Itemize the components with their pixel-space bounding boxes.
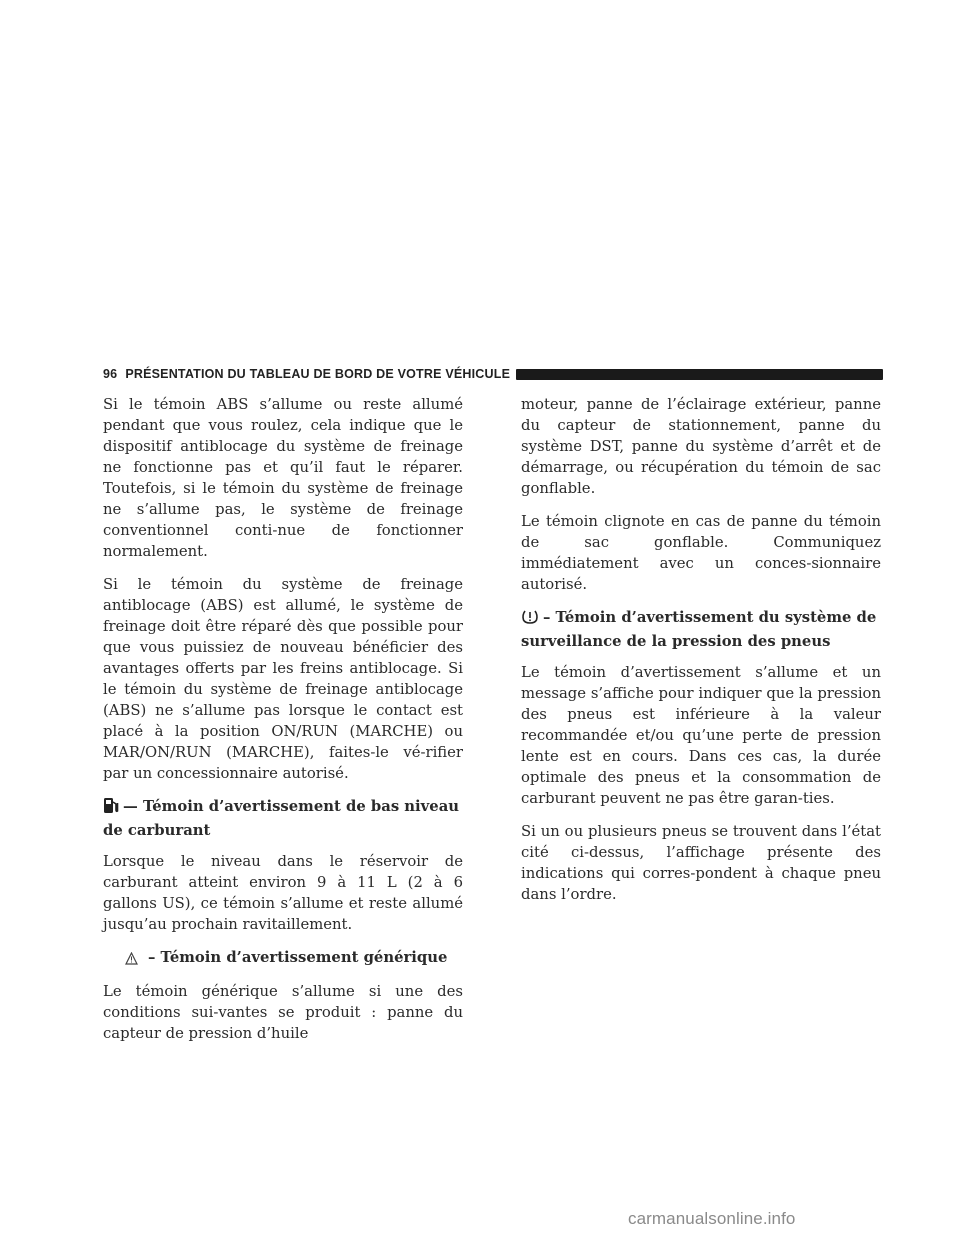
page-header	[103, 364, 883, 384]
generic-warning-heading	[103, 947, 463, 971]
tpms-warning-heading	[521, 607, 881, 652]
right-paragraph-1: moteur, panne de l’éclairage extérieur, panne du capteur de stationnement, panne du système DST, panne du système d’arrêt et de démarrage, ou récupération du témoin de sac gonflable.	[521, 396, 881, 497]
tpms-paragraph-1: Le témoin d’avertissement s’allume et un message s’affiche pour indiquer que la pression des pneus est inférieure à la valeur recommandée et/ou qu’une perte de pression lente est en cours. Dans ces cas, la durée optimale des pneus et la consommation de carburant peuvent ne pas être garan-ties.	[521, 664, 881, 807]
tpms-warning-heading-text: – Témoin d’avertissement du système de surveillance de la pression des pneus	[521, 609, 877, 650]
generic-warning-heading-text: – Témoin d’avertissement générique	[148, 949, 448, 966]
generic-paragraph: Le témoin générique s’allume si une des conditions sui-vantes se produit : panne du capteur de pression d’huile	[103, 983, 463, 1042]
fuel-warning-heading-text: — Témoin d’avertissement de bas niveau de carburant	[103, 798, 460, 839]
fuel-pump-icon	[103, 797, 119, 820]
tire-pressure-icon	[521, 609, 539, 631]
right-column	[521, 394, 881, 917]
abs-paragraph-2: Si le témoin du système de freinage antiblocage (ABS) est allumé, le système de freinage doit être réparé dès que possible pour que vous puissiez de nouveau bénéficier des avantages offerts par les freins antiblocage. Si le témoin du système de freinage antiblocage (ABS) ne s’allume pas lorsque le contact est placé à la position ON/RUN (MARCHE) ou MAR/ON/RUN (MARCHE), faites-le vé-rifier par un concessionnaire autorisé.	[103, 576, 463, 782]
fuel-warning-heading	[103, 796, 463, 841]
abs-paragraph-1: Si le témoin ABS s’allume ou reste allumé pendant que vous roulez, cela indique que le dispositif antiblocage du système de freinage ne fonctionne pas et qu’il faut le réparer. Toutefois, si le témoin du système de freinage ne s’allume pas, le système de freinage conventionnel conti-nue de fonctionner normalement.	[103, 396, 463, 560]
tpms-paragraph-2: Si un ou plusieurs pneus se trouvent dans l’état cité ci-dessus, l’affichage présente des indications qui corres-pondent à chaque pneu dans l’ordre.	[521, 823, 881, 903]
header-bar	[516, 369, 883, 380]
watermark: carmanualsonline.info	[628, 1209, 796, 1228]
section-title: PRÉSENTATION DU TABLEAU DE BORD DE VOTRE VÉHICULE	[125, 367, 511, 381]
right-paragraph-2: Le témoin clignote en cas de panne du témoin de sac gonflable. Communiquez immédiatement avec un conces-sionnaire autorisé.	[521, 513, 881, 593]
warning-triangle-icon	[125, 950, 138, 971]
page-number: 96	[103, 367, 118, 381]
fuel-paragraph: Lorsque le niveau dans le réservoir de carburant atteint environ 9 à 11 L (2 à 6 gallons US), ce témoin s’allume et reste allumé jusqu’au prochain ravitaillement.	[103, 853, 463, 933]
left-column	[103, 394, 463, 1056]
